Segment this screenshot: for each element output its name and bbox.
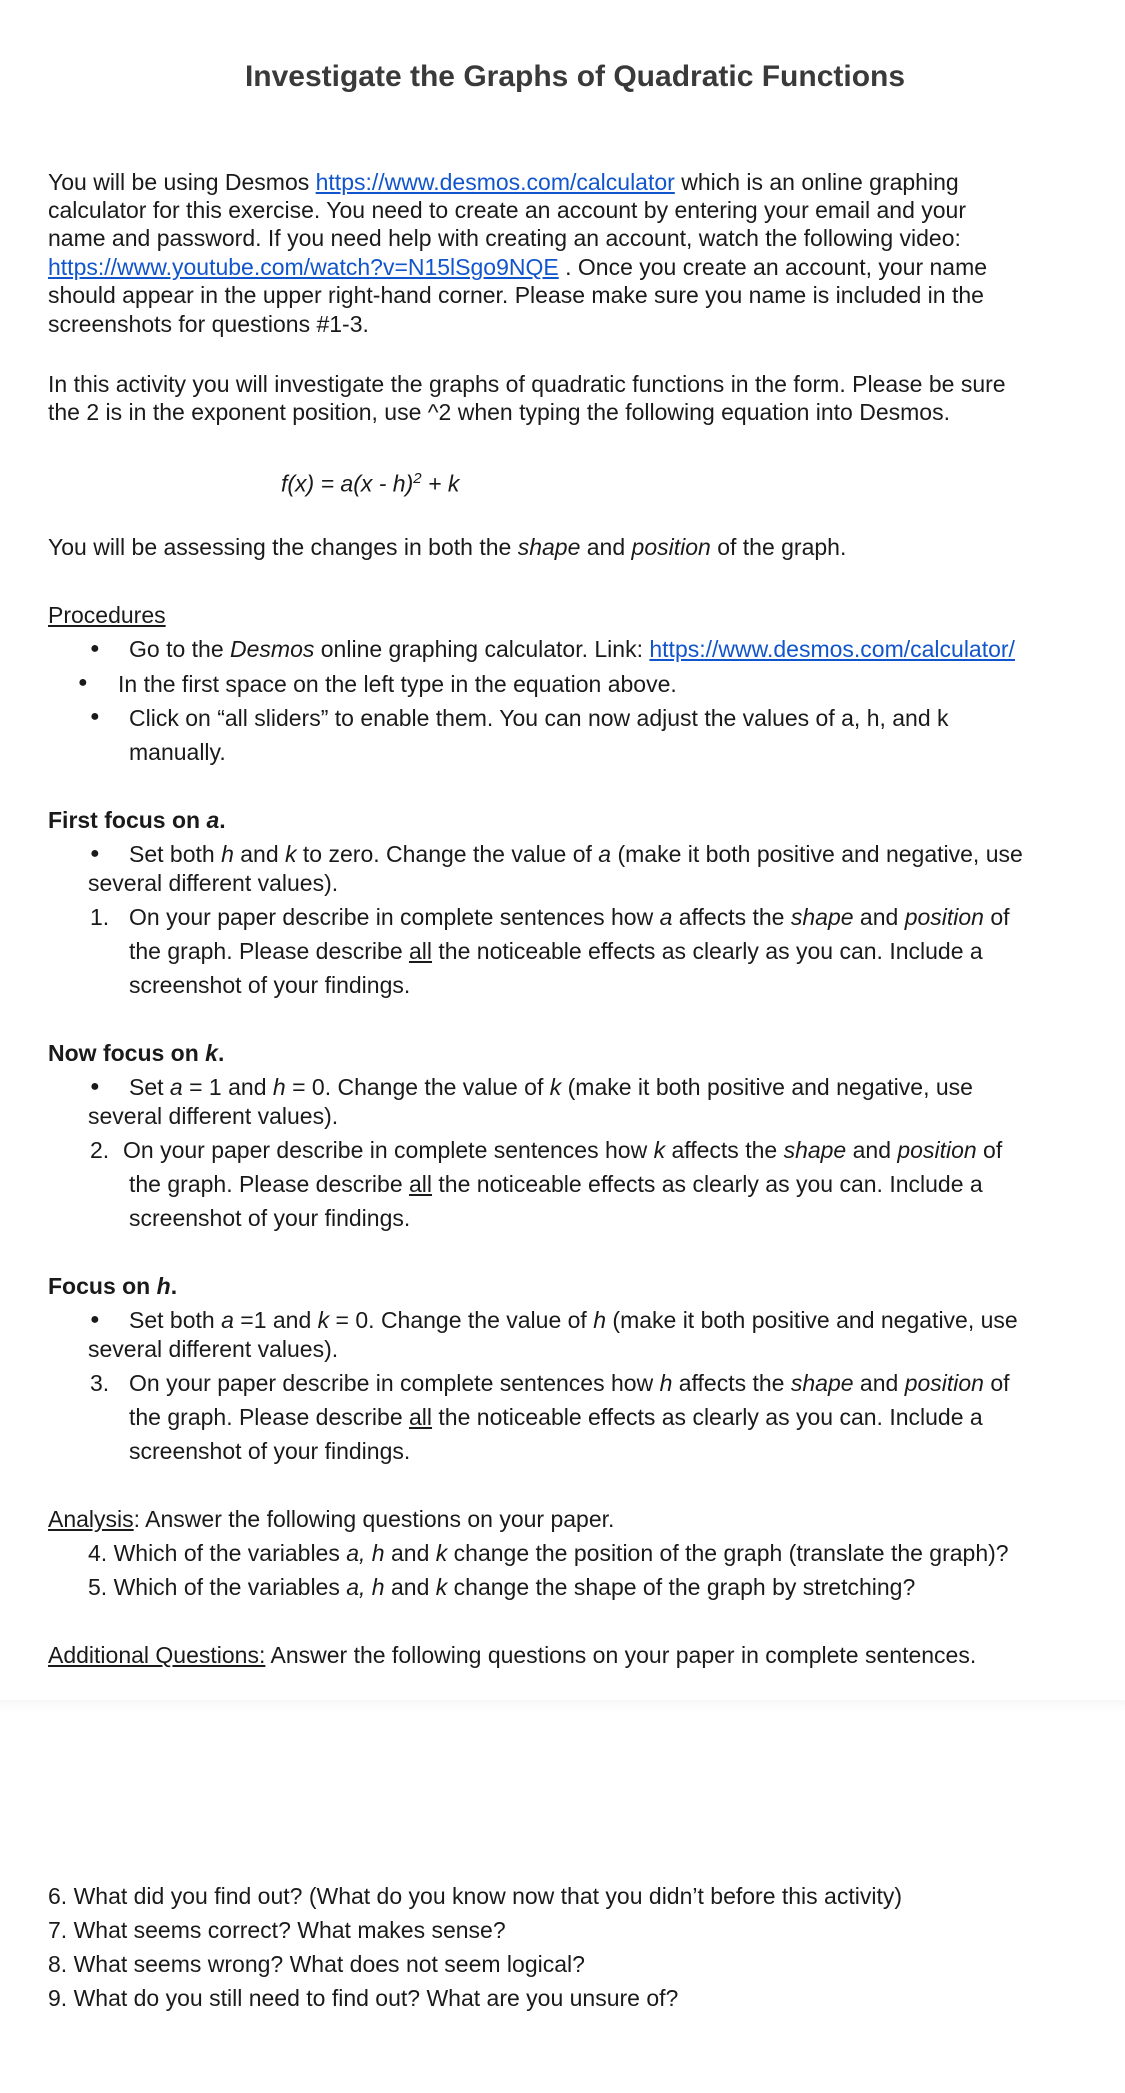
shape-word: shape (790, 904, 854, 930)
equation-text: + k (421, 470, 460, 497)
t: 5. Which of the variables (88, 1574, 347, 1600)
t: : Answer the following questions on your paper. (133, 1506, 615, 1532)
question-4 (88, 1539, 1009, 1567)
youtube-link[interactable]: https://www.youtube.com/watch?v=N15lSgo9NQE (48, 254, 559, 280)
t: (make it both positive and negative, use (561, 1074, 973, 1100)
intro-line-6: screenshots for questions #1-3. (48, 311, 369, 337)
t: the noticeable effects as clearly as you can. Include a (432, 1404, 983, 1430)
heading-text: Focus on (48, 1273, 157, 1299)
var: a (169, 1074, 183, 1100)
t: Set (129, 1074, 170, 1100)
position-word: position (904, 1370, 984, 1396)
all-word: all (409, 1171, 433, 1197)
equation (281, 465, 459, 498)
position-word: position (904, 904, 984, 930)
intro-line-4 (48, 253, 987, 281)
procedure-step-3-line-1: Click on “all sliders” to enable them. You can now adjust the values of a, h, and k (129, 705, 949, 731)
bullet-icon: ● (90, 708, 100, 725)
t: = 0. Change the value of (329, 1307, 594, 1333)
intro-text: which is an online graphing (674, 169, 959, 195)
focus-k-bullet-line-2: several different values). (88, 1103, 339, 1129)
procedure-step-1 (129, 635, 1015, 663)
t: the noticeable effects as clearly as you can. Include a (432, 938, 983, 964)
assess-position: position (631, 534, 711, 560)
t: to zero. Change the value of (296, 841, 599, 867)
position-word: position (897, 1137, 977, 1163)
question-1-line-1 (129, 903, 1010, 931)
question-2-line-1 (123, 1136, 1002, 1164)
focus-h-bullet (129, 1306, 1018, 1334)
heading-text: . (219, 807, 226, 833)
t: On your paper describe in complete sentences how (129, 904, 660, 930)
intro-text: You will be using Desmos (48, 169, 316, 195)
shape-word: shape (790, 1370, 854, 1396)
t: of (976, 1137, 1003, 1163)
focus-a-bullet (129, 840, 1023, 868)
focus-a-heading (48, 806, 226, 834)
additional-label: Additional Questions: (48, 1642, 266, 1668)
desmos-link[interactable]: https://www.desmos.com/calculator (315, 169, 675, 195)
question-1-line-3: screenshot of your findings. (129, 972, 411, 998)
var: a, h (346, 1574, 385, 1600)
heading-text: First focus on (48, 807, 207, 833)
activity-line-2: the 2 is in the exponent position, use ^2 when typing the following equation into Desmos. (48, 399, 950, 425)
intro-line-5: should appear in the upper right-hand corner. Please make sure you name is included in the (48, 282, 984, 308)
assess-text: and (580, 534, 632, 560)
all-word: all (409, 938, 433, 964)
intro-text: . Once you create an account, your name (558, 254, 988, 280)
var: k (549, 1074, 562, 1100)
question-1-line-2 (129, 937, 983, 965)
question-1-number: 1. (90, 904, 110, 930)
var: a, h (346, 1540, 385, 1566)
all-word: all (409, 1404, 433, 1430)
assess-line (48, 533, 846, 561)
var: k (653, 1137, 666, 1163)
heading-var: a (206, 807, 220, 833)
question-5 (88, 1573, 915, 1601)
t: Answer the following questions on your paper in complete sentences. (265, 1642, 977, 1668)
additional-questions-heading (48, 1641, 976, 1669)
focus-k-bullet (129, 1073, 973, 1101)
question-3-number: 3. (90, 1370, 110, 1396)
heading-text: Now focus on (48, 1040, 206, 1066)
var: k (435, 1540, 448, 1566)
t: of (983, 904, 1010, 930)
t: 4. Which of the variables (88, 1540, 347, 1566)
t: change the shape of the graph by stretching? (447, 1574, 916, 1600)
focus-a-bullet-line-2: several different values). (88, 870, 339, 896)
t: of (983, 1370, 1010, 1396)
t: (make it both positive and negative, use (611, 841, 1023, 867)
t: affects the (672, 904, 791, 930)
var: h (221, 841, 234, 867)
t: On your paper describe in complete sentences how (123, 1137, 654, 1163)
bullet-icon: ● (90, 1311, 100, 1328)
t: and (846, 1137, 898, 1163)
heading-text: . (170, 1273, 178, 1299)
t: the graph. Please describe (129, 1404, 410, 1430)
desmos-calculator-link[interactable]: https://www.desmos.com/calculator/ (649, 636, 1015, 662)
procedure-text: online graphing calculator. Link: (314, 636, 650, 662)
procedure-text: Go to the (129, 636, 231, 662)
shape-word: shape (783, 1137, 847, 1163)
question-7: 7. What seems correct? What makes sense? (48, 1917, 506, 1943)
procedure-step-2: In the first space on the left type in the equation above. (118, 671, 677, 697)
equation-exponent: 2 (413, 470, 422, 487)
t: and (233, 841, 286, 867)
var: a (659, 904, 673, 930)
bullet-icon: ● (90, 1078, 100, 1095)
t: (make it both positive and negative, use (606, 1307, 1018, 1333)
t: =1 and (233, 1307, 318, 1333)
t: = 1 and (182, 1074, 273, 1100)
t: On your paper describe in complete sentences how (129, 1370, 660, 1396)
heading-var: h (156, 1273, 171, 1299)
bullet-icon: ● (90, 640, 100, 657)
var: a (221, 1307, 234, 1333)
heading-text: . (217, 1040, 225, 1066)
equation-text: f(x) = a(x - h) (281, 470, 414, 497)
t: and (853, 904, 905, 930)
question-3-line-3: screenshot of your findings. (129, 1438, 411, 1464)
t: affects the (672, 1370, 791, 1396)
page-break (0, 1700, 1125, 1712)
procedure-step-3-line-2: manually. (129, 739, 226, 765)
intro-line-3: name and password. If you need help with creating an account, watch the following video: (48, 225, 961, 251)
t: change the position of the graph (translate the graph)? (447, 1540, 1009, 1566)
analysis-heading (48, 1505, 614, 1533)
assess-text: You will be assessing the changes in both the (48, 534, 518, 560)
intro-line-1 (48, 168, 959, 196)
t: the graph. Please describe (129, 1171, 410, 1197)
var: k (435, 1574, 448, 1600)
heading-var: k (205, 1040, 218, 1066)
var: h (659, 1370, 673, 1396)
t: and (384, 1574, 436, 1600)
var: k (317, 1307, 330, 1333)
question-8: 8. What seems wrong? What does not seem logical? (48, 1951, 585, 1977)
t: = 0. Change the value of (285, 1074, 550, 1100)
bullet-icon: ● (90, 845, 100, 862)
question-9: 9. What do you still need to find out? What are you unsure of? (48, 1985, 679, 2011)
focus-h-heading (48, 1272, 177, 1300)
page-title: Investigate the Graphs of Quadratic Functions (244, 60, 906, 93)
bullet-icon: ● (78, 674, 88, 691)
t: affects the (665, 1137, 784, 1163)
assess-text: of the graph. (710, 534, 847, 560)
procedures-heading: Procedures (48, 602, 166, 628)
t: the graph. Please describe (129, 938, 410, 964)
var: h (593, 1307, 607, 1333)
analysis-label: Analysis (48, 1506, 134, 1532)
activity-line-1: In this activity you will investigate the graphs of quadratic functions in the form. Please be sure (48, 371, 1006, 397)
var: a (598, 841, 612, 867)
t: Set both (129, 1307, 222, 1333)
question-2-number: 2. (90, 1137, 110, 1163)
var: k (285, 841, 297, 867)
question-6: 6. What did you find out? (What do you know now that you didn’t before this activity) (48, 1883, 903, 1909)
focus-k-heading (48, 1039, 224, 1067)
intro-line-2: calculator for this exercise. You need to create an account by entering your email and your (48, 197, 966, 223)
t: Set both (129, 841, 222, 867)
t: the noticeable effects as clearly as you can. Include a (432, 1171, 983, 1197)
focus-h-bullet-line-2: several different values). (88, 1336, 339, 1362)
t: and (853, 1370, 905, 1396)
question-3-line-2 (129, 1403, 983, 1431)
t: and (384, 1540, 436, 1566)
var: h (272, 1074, 286, 1100)
assess-shape: shape (517, 534, 581, 560)
question-2-line-2 (129, 1170, 983, 1198)
procedure-desmos: Desmos (230, 636, 315, 662)
question-3-line-1 (129, 1369, 1010, 1397)
question-2-line-3: screenshot of your findings. (129, 1205, 411, 1231)
